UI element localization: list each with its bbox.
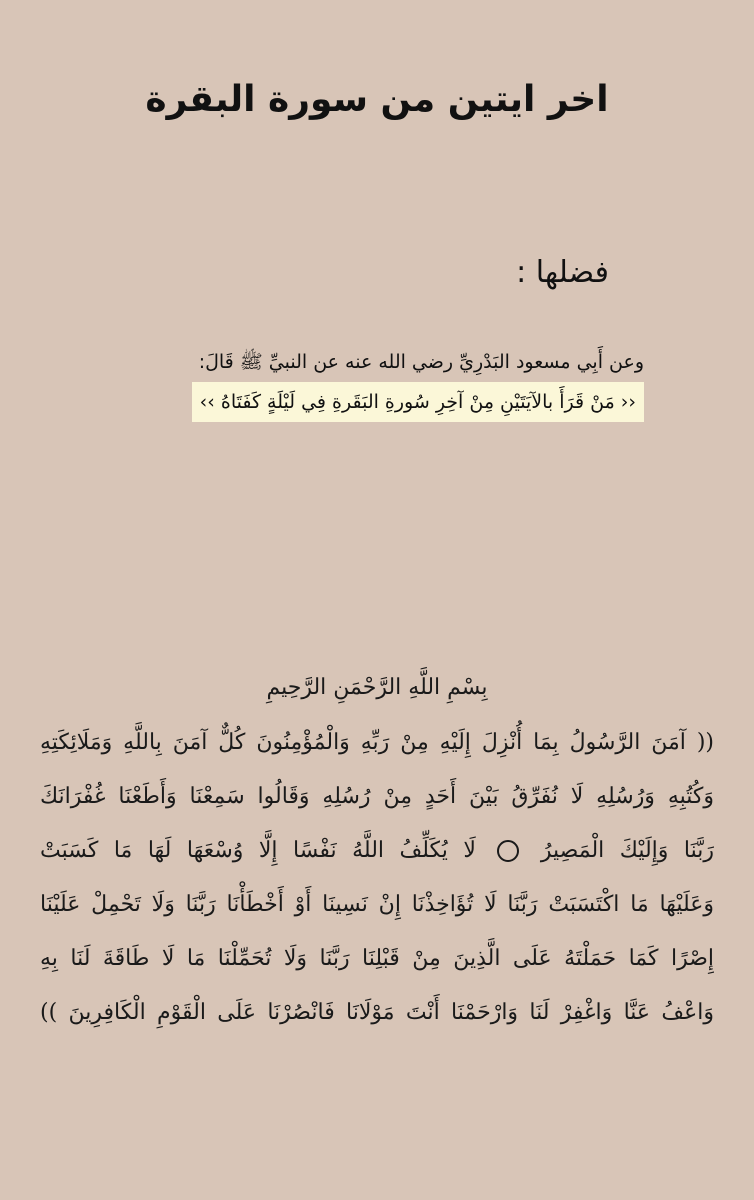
hadith-intro: وعن أَبِي مسعود البَدْرِيِّ رضي الله عنه عن النبيِّ ﷺ قَالَ:	[198, 351, 644, 373]
verse-line-1: (( آمَنَ الرَّسُولُ بِمَا أُنْزِلَ إِلَيْهِ مِنْ رَبِّهِ وَالْمُؤْمِنُونَ كُلٌّ آمَنَ بِاللَّهِ وَمَلَائِكَتِهِ	[40, 730, 714, 755]
verse-line-5: إِصْرًا كَمَا حَمَلْتَهُ عَلَى الَّذِينَ مِنْ قَبْلِنَا رَبَّنَا وَلَا تُحَمِّلْنَا مَا لَا طَاقَةَ لَنَا بِهِ	[40, 946, 714, 971]
verse-line-4: وَعَلَيْهَا مَا اكْتَسَبَتْ رَبَّنَا لَا تُؤَاخِذْنَا إِنْ نَسِينَا أَوْ أَخْطَأْنَا رَبَّنَا وَلَا تَحْمِلْ عَلَيْنَا	[40, 892, 714, 917]
basmala: بِسْمِ اللَّهِ الرَّحْمَنِ الرَّحِيمِ	[266, 675, 488, 700]
verse-line-6: وَاعْفُ عَنَّا وَاغْفِرْ لَنَا وَارْحَمْنَا أَنْتَ مَوْلَانَا فَانْصُرْنَا عَلَى الْقَوْمِ الْكَافِرِينَ ))	[40, 1000, 714, 1025]
section-heading: فضلها :	[516, 255, 609, 290]
verse-end-marker-icon	[497, 840, 519, 862]
verse-line-3	[40, 824, 714, 878]
hadith-block	[84, 344, 644, 422]
verse-line-3-start: رَبَّنَا وَإِلَيْكَ الْمَصِيرُ	[540, 838, 714, 863]
verse-line-2: وَكُتُبِهِ وَرُسُلِهِ لَا نُفَرِّقُ بَيْنَ أَحَدٍ مِنْ رُسُلِهِ وَقَالُوا سَمِعْنَا وَأَطَعْنَا غُفْرَانَكَ	[40, 784, 714, 809]
quran-verses	[40, 668, 714, 1040]
verse-line-3-end: لَا يُكَلِّفُ اللَّهُ نَفْسًا إِلَّا وُسْعَهَا لَهَا مَا كَسَبَتْ	[40, 838, 476, 863]
hadith-quote-highlighted: ‹‹ مَنْ قَرَأَ بالآيَتَيْنِ مِنْ آخِرِ سُورةِ البَقَرةِ فِي لَيْلَةٍ كَفَتَاهُ ››	[192, 382, 644, 422]
page-title: اخر ايتين من سورة البقرة	[145, 79, 609, 120]
